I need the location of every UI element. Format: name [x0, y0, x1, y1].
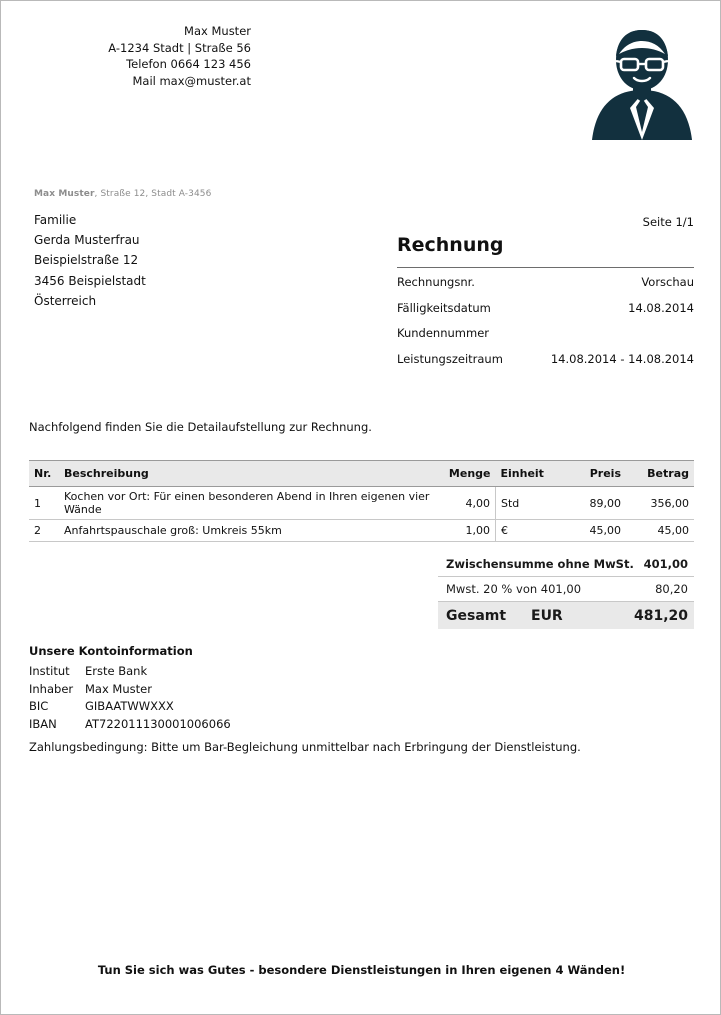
meta-value-invoice-number: Vorschau	[641, 275, 694, 289]
cell-description: Kochen vor Ort: Für einen besonderen Abend in Ihren eigenen vier Wände	[59, 487, 437, 520]
cell-unit: Std	[496, 487, 562, 520]
meta-key-invoice-number: Rechnungsnr.	[397, 275, 475, 289]
document-header	[29, 23, 694, 153]
invoice-meta-rows	[397, 272, 694, 374]
recipient-line-4: 3456 Beispielstadt	[34, 273, 146, 288]
company-logo-avatar-icon	[592, 28, 692, 140]
bank-key-bic: BIC	[29, 699, 49, 713]
column-header-nr: Nr.	[29, 461, 59, 487]
bank-information-block	[29, 644, 231, 734]
bank-row-iban	[29, 716, 231, 735]
bank-key-institute: Institut	[29, 664, 70, 678]
recipient-line-2: Gerda Musterfrau	[34, 233, 140, 248]
bank-row-holder	[29, 682, 193, 700]
grand-total-label: Gesamt	[446, 608, 507, 624]
bank-value-iban: AT722011130001006066	[85, 716, 231, 731]
meta-key-customer-number: Kundennummer	[397, 326, 489, 340]
meta-row-invoice-number	[397, 272, 694, 298]
bank-row-bic	[29, 699, 193, 717]
return-address-rest: , Straße 12, Stadt A-3456	[94, 189, 212, 199]
column-header-unit: Einheit	[496, 461, 562, 487]
column-header-amount: Betrag	[626, 461, 694, 487]
subtotal-value: 401,00	[643, 557, 688, 571]
tax-label: Mwst. 20 % von 401,00	[446, 582, 582, 596]
recipient-line-5: Österreich	[34, 293, 97, 308]
cell-nr: 1	[29, 487, 59, 520]
meta-row-due-date	[397, 298, 694, 324]
cell-price: 89,00	[561, 487, 626, 520]
page-inner	[29, 1, 694, 1014]
bank-row-institute	[29, 664, 193, 682]
table-row	[29, 520, 694, 542]
sender-line-2: A-1234 Stadt | Straße 56	[108, 40, 251, 55]
meta-value-service-period: 14.08.2014 - 14.08.2014	[550, 351, 694, 366]
recipient-address-block	[34, 210, 146, 311]
subtotal-label: Zwischensumme ohne MwSt.	[446, 557, 634, 571]
meta-row-service-period	[397, 349, 694, 375]
bank-info-title: Unsere Kontoinformation	[29, 644, 193, 658]
bank-key-iban: IBAN	[29, 716, 57, 731]
sender-line-3: Telefon 0664 123 456	[126, 57, 251, 71]
meta-key-due-date: Fälligkeitsdatum	[397, 300, 491, 315]
tax-value: 80,20	[655, 582, 688, 596]
sender-line-1: Max Muster	[184, 24, 251, 38]
recipient-line-3: Beispielstraße 12	[34, 253, 139, 268]
totals-row-subtotal	[438, 552, 694, 577]
bank-value-bic: GIBAATWWXXX	[85, 699, 174, 713]
meta-key-service-period: Leistungszeitraum	[397, 351, 503, 366]
grand-total-currency: EUR	[531, 608, 563, 624]
line-items-table	[29, 460, 694, 542]
page-indicator: Seite 1/1	[642, 215, 694, 229]
meta-value-due-date: 14.08.2014	[628, 300, 694, 315]
cell-amount: 45,00	[626, 520, 694, 542]
cell-description: Anfahrtspauschale groß: Umkreis 55km	[59, 520, 437, 542]
bank-value-institute: Erste Bank	[85, 664, 148, 678]
cell-amount: 356,00	[626, 487, 694, 520]
sender-address-block	[29, 23, 251, 89]
meta-row-customer-number	[397, 323, 694, 349]
column-header-quantity: Menge	[437, 461, 496, 487]
cell-quantity: 1,00	[437, 520, 496, 542]
grand-total-value: 481,20	[633, 608, 688, 624]
cell-price: 45,00	[561, 520, 626, 542]
payment-terms-text: Zahlungsbedingung: Bitte um Bar-Begleichung unmittelbar nach Erbringung der Dienstleistung.	[29, 740, 581, 754]
title-divider	[397, 267, 694, 268]
totals-row-grand	[438, 602, 694, 629]
intro-text: Nachfolgend finden Sie die Detailaufstellung zur Rechnung.	[29, 420, 372, 434]
totals-block	[438, 552, 694, 629]
table-row	[29, 487, 694, 520]
document-footer: Tun Sie sich was Gutes - besondere Dienstleistungen in Ihren eigenen 4 Wänden!	[97, 963, 626, 977]
column-header-description: Beschreibung	[59, 461, 437, 487]
column-header-price: Preis	[561, 461, 626, 487]
table-header-row	[29, 461, 694, 487]
cell-quantity: 4,00	[437, 487, 496, 520]
return-address-name: Max Muster	[34, 189, 95, 199]
document-title: Rechnung	[397, 234, 504, 256]
bank-value-holder: Max Muster	[85, 681, 152, 696]
cell-unit: €	[496, 520, 562, 542]
cell-nr: 2	[29, 520, 59, 542]
return-address-line	[34, 189, 211, 199]
totals-row-tax	[438, 577, 694, 602]
bank-key-holder: Inhaber	[29, 681, 74, 696]
sender-line-4: Mail max@muster.at	[132, 73, 251, 88]
recipient-line-1: Familie	[34, 213, 77, 227]
